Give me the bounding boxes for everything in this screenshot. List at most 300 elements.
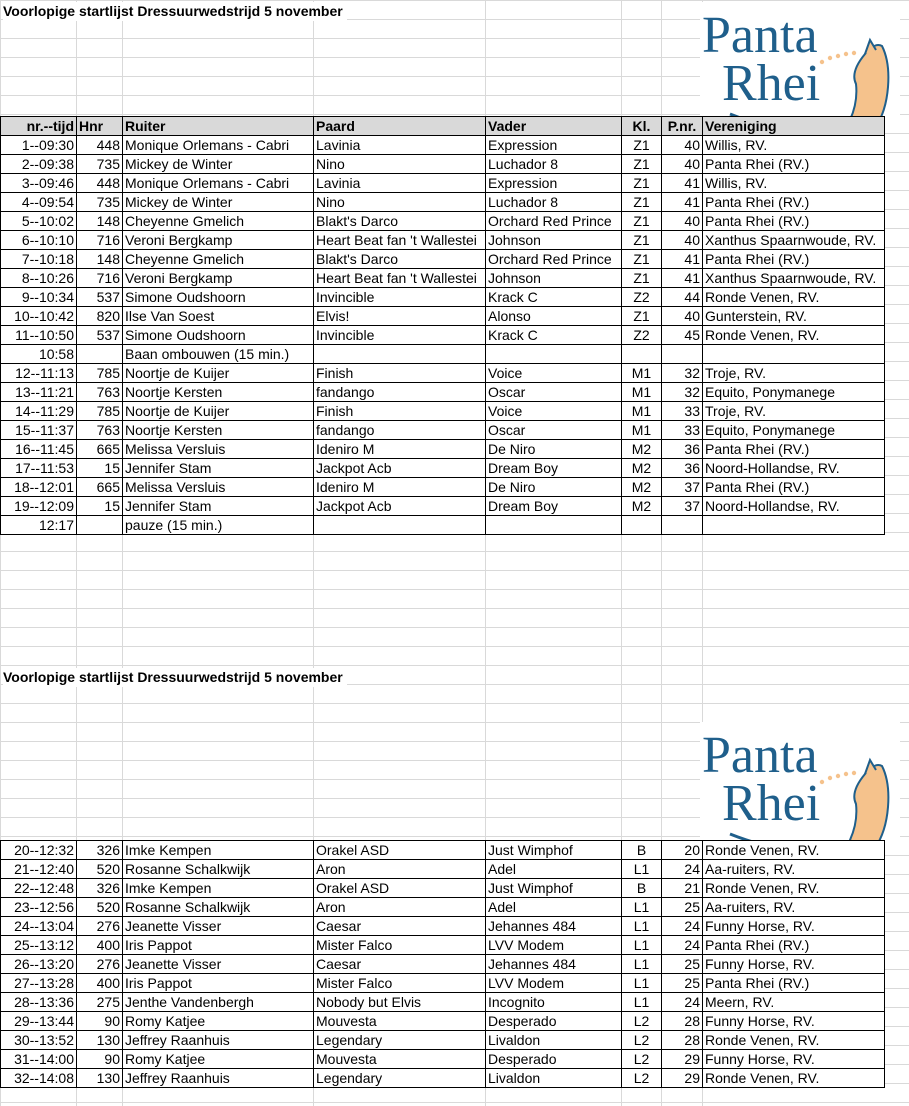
cell-kl: L2 <box>622 1069 662 1088</box>
cell-paard: Orakel ASD <box>314 879 486 898</box>
cell-kl: Z1 <box>622 307 662 326</box>
cell-vereniging: Funny Horse, RV. <box>703 1012 885 1031</box>
cell-vader: Oscar <box>486 383 622 402</box>
cell-hnr: 785 <box>77 402 123 421</box>
cell-hnr: 276 <box>77 917 123 936</box>
cell-paard: Legendary <box>314 1069 486 1088</box>
cell-vereniging: Aa-ruiters, RV. <box>703 860 885 879</box>
table-row <box>1 478 885 497</box>
cell-hnr: 537 <box>77 326 123 345</box>
cell-paard: Finish <box>314 364 486 383</box>
table-row <box>1 459 885 478</box>
table-row <box>1 193 885 212</box>
table-row <box>1 516 885 535</box>
cell-vereniging: Panta Rhei (RV.) <box>703 193 885 212</box>
cell-pnr: 44 <box>662 288 703 307</box>
cell-vereniging: Panta Rhei (RV.) <box>703 155 885 174</box>
cell-nr-tijd: 28--13:36 <box>1 993 77 1012</box>
cell-hnr: 275 <box>77 993 123 1012</box>
table-row <box>1 307 885 326</box>
cell-kl: Z1 <box>622 193 662 212</box>
cell-hnr <box>77 345 123 364</box>
cell-ruiter: Veroni Bergkamp <box>123 269 314 288</box>
column-header-vereniging: Vereniging <box>703 117 885 136</box>
cell-vader: LVV Modem <box>486 936 622 955</box>
cell-ruiter: Jennifer Stam <box>123 497 314 516</box>
cell-vereniging: Funny Horse, RV. <box>703 1050 885 1069</box>
cell-ruiter: Jeanette Visser <box>123 955 314 974</box>
cell-nr-tijd: 11--10:50 <box>1 326 77 345</box>
cell-ruiter: Imke Kempen <box>123 841 314 860</box>
table-row <box>1 155 885 174</box>
cell-pnr: 40 <box>662 231 703 250</box>
cell-kl: Z1 <box>622 155 662 174</box>
cell-vader: Johnson <box>486 231 622 250</box>
cell-ruiter: Simone Oudshoorn <box>123 288 314 307</box>
cell-pnr: 24 <box>662 936 703 955</box>
cell-nr-tijd: 31--14:00 <box>1 1050 77 1069</box>
cell-ruiter: Melissa Versluis <box>123 440 314 459</box>
cell-vereniging: Funny Horse, RV. <box>703 955 885 974</box>
cell-kl: M1 <box>622 402 662 421</box>
cell-pnr: 25 <box>662 898 703 917</box>
table-row <box>1 497 885 516</box>
cell-vader: Livaldon <box>486 1069 622 1088</box>
cell-vereniging: Troje, RV. <box>703 402 885 421</box>
cell-kl: Z2 <box>622 288 662 307</box>
cell-hnr: 90 <box>77 1050 123 1069</box>
cell-nr-tijd: 3--09:46 <box>1 174 77 193</box>
cell-ruiter: Veroni Bergkamp <box>123 231 314 250</box>
cell-pnr: 41 <box>662 174 703 193</box>
cell-paard: Orakel ASD <box>314 841 486 860</box>
logo-text-panta: Panta <box>702 7 818 64</box>
cell-vader: De Niro <box>486 478 622 497</box>
table-row <box>1 1012 885 1031</box>
cell-vereniging <box>703 345 885 364</box>
cell-paard: Blakt's Darco <box>314 250 486 269</box>
cell-paard: Jackpot Acb <box>314 497 486 516</box>
cell-hnr: 763 <box>77 421 123 440</box>
cell-vereniging: Noord-Hollandse, RV. <box>703 497 885 516</box>
cell-vader: Adel <box>486 860 622 879</box>
cell-vereniging: Willis, RV. <box>703 174 885 193</box>
cell-pnr: 24 <box>662 917 703 936</box>
cell-paard: Invincible <box>314 326 486 345</box>
cell-pnr: 29 <box>662 1050 703 1069</box>
cell-pnr: 37 <box>662 497 703 516</box>
cell-pnr: 41 <box>662 250 703 269</box>
panta-rhei-logo-icon <box>700 2 900 132</box>
table-row <box>1 879 885 898</box>
cell-vader: Adel <box>486 898 622 917</box>
cell-nr-tijd: 9--10:34 <box>1 288 77 307</box>
column-header-hnr: Hnr <box>77 117 123 136</box>
cell-nr-tijd: 27--13:28 <box>1 974 77 993</box>
cell-nr-tijd: 13--11:21 <box>1 383 77 402</box>
cell-hnr <box>77 516 123 535</box>
cell-vader: Orchard Red Prince <box>486 250 622 269</box>
cell-ruiter: pauze (15 min.) <box>123 516 314 535</box>
cell-kl: Z1 <box>622 212 662 231</box>
cell-hnr: 326 <box>77 841 123 860</box>
cell-vereniging: Willis, RV. <box>703 136 885 155</box>
cell-ruiter: Romy Katjee <box>123 1050 314 1069</box>
cell-ruiter: Jeffrey Raanhuis <box>123 1069 314 1088</box>
cell-vereniging: Funny Horse, RV. <box>703 917 885 936</box>
cell-ruiter: Noortje de Kuijer <box>123 364 314 383</box>
table-row <box>1 860 885 879</box>
table-row <box>1 383 885 402</box>
startlist-table-1 <box>0 116 885 535</box>
cell-hnr: 130 <box>77 1069 123 1088</box>
cell-vereniging: Ronde Venen, RV. <box>703 288 885 307</box>
table-row <box>1 898 885 917</box>
cell-vader: Expression <box>486 136 622 155</box>
cell-paard: Nino <box>314 193 486 212</box>
table-row <box>1 917 885 936</box>
cell-kl: M1 <box>622 421 662 440</box>
cell-hnr: 665 <box>77 478 123 497</box>
cell-kl: L2 <box>622 1031 662 1050</box>
cell-nr-tijd: 19--12:09 <box>1 497 77 516</box>
cell-nr-tijd: 23--12:56 <box>1 898 77 917</box>
cell-pnr: 40 <box>662 136 703 155</box>
cell-vader: Luchador 8 <box>486 155 622 174</box>
cell-kl <box>622 516 662 535</box>
cell-ruiter: Cheyenne Gmelich <box>123 250 314 269</box>
cell-nr-tijd: 5--10:02 <box>1 212 77 231</box>
table-row <box>1 1031 885 1050</box>
cell-vader: Dream Boy <box>486 459 622 478</box>
table-row <box>1 841 885 860</box>
cell-nr-tijd: 10:58 <box>1 345 77 364</box>
cell-ruiter: Rosanne Schalkwijk <box>123 898 314 917</box>
cell-pnr: 40 <box>662 307 703 326</box>
cell-pnr: 24 <box>662 993 703 1012</box>
cell-ruiter: Imke Kempen <box>123 879 314 898</box>
cell-vereniging: Ronde Venen, RV. <box>703 1031 885 1050</box>
cell-ruiter: Noortje de Kuijer <box>123 402 314 421</box>
cell-ruiter: Monique Orlemans - Cabri <box>123 174 314 193</box>
cell-pnr: 33 <box>662 402 703 421</box>
cell-kl: Z1 <box>622 174 662 193</box>
startlist-table-2 <box>0 840 885 1088</box>
cell-hnr: 400 <box>77 974 123 993</box>
cell-nr-tijd: 7--10:18 <box>1 250 77 269</box>
cell-nr-tijd: 16--11:45 <box>1 440 77 459</box>
cell-vereniging: Ronde Venen, RV. <box>703 1069 885 1088</box>
cell-kl: M2 <box>622 440 662 459</box>
section2-title: Voorlopige startlijst Dressuurwedstrijd 5 november <box>3 668 347 687</box>
cell-hnr: 448 <box>77 136 123 155</box>
cell-pnr: 36 <box>662 459 703 478</box>
cell-vereniging: Panta Rhei (RV.) <box>703 440 885 459</box>
table-row <box>1 955 885 974</box>
cell-vader: Jehannes 484 <box>486 917 622 936</box>
cell-paard: Nobody but Elvis <box>314 993 486 1012</box>
cell-hnr: 90 <box>77 1012 123 1031</box>
cell-nr-tijd: 14--11:29 <box>1 402 77 421</box>
cell-paard: Caesar <box>314 955 486 974</box>
cell-vereniging: Xanthus Spaarnwoude, RV. <box>703 269 885 288</box>
table-row <box>1 1050 885 1069</box>
cell-pnr: 32 <box>662 383 703 402</box>
cell-ruiter: Simone Oudshoorn <box>123 326 314 345</box>
table-row <box>1 345 885 364</box>
cell-ruiter: Noortje Kersten <box>123 383 314 402</box>
table-row <box>1 993 885 1012</box>
cell-pnr: 32 <box>662 364 703 383</box>
cell-pnr: 25 <box>662 974 703 993</box>
cell-hnr: 520 <box>77 860 123 879</box>
cell-pnr: 36 <box>662 440 703 459</box>
cell-vereniging: Ronde Venen, RV. <box>703 326 885 345</box>
cell-vereniging: Equito, Ponymanege <box>703 383 885 402</box>
cell-nr-tijd: 21--12:40 <box>1 860 77 879</box>
column-header-ruiter: Ruiter <box>123 117 314 136</box>
cell-nr-tijd: 12:17 <box>1 516 77 535</box>
cell-paard: Finish <box>314 402 486 421</box>
cell-vader: De Niro <box>486 440 622 459</box>
cell-paard: Elvis! <box>314 307 486 326</box>
cell-ruiter: Cheyenne Gmelich <box>123 212 314 231</box>
cell-kl: L1 <box>622 974 662 993</box>
table-row <box>1 288 885 307</box>
cell-paard: Jackpot Acb <box>314 459 486 478</box>
cell-paard: Ideniro M <box>314 440 486 459</box>
table-row <box>1 174 885 193</box>
cell-vader: Krack C <box>486 288 622 307</box>
cell-vader: Desperado <box>486 1050 622 1069</box>
cell-kl <box>622 345 662 364</box>
cell-ruiter: Iris Pappot <box>123 936 314 955</box>
cell-vader: Jehannes 484 <box>486 955 622 974</box>
cell-paard: Invincible <box>314 288 486 307</box>
cell-paard: Nino <box>314 155 486 174</box>
cell-hnr: 735 <box>77 193 123 212</box>
cell-nr-tijd: 29--13:44 <box>1 1012 77 1031</box>
cell-hnr: 820 <box>77 307 123 326</box>
cell-nr-tijd: 17--11:53 <box>1 459 77 478</box>
table-row <box>1 269 885 288</box>
cell-kl: M1 <box>622 364 662 383</box>
cell-kl: L1 <box>622 860 662 879</box>
cell-nr-tijd: 10--10:42 <box>1 307 77 326</box>
cell-ruiter: Jennifer Stam <box>123 459 314 478</box>
cell-kl: M1 <box>622 383 662 402</box>
cell-nr-tijd: 30--13:52 <box>1 1031 77 1050</box>
cell-kl: Z1 <box>622 136 662 155</box>
cell-pnr: 29 <box>662 1069 703 1088</box>
panta-rhei-logo-icon <box>700 722 900 852</box>
cell-vereniging: Panta Rhei (RV.) <box>703 212 885 231</box>
cell-hnr: 537 <box>77 288 123 307</box>
cell-vader <box>486 345 622 364</box>
table-row <box>1 231 885 250</box>
column-header-vader: Vader <box>486 117 622 136</box>
cell-pnr: 40 <box>662 212 703 231</box>
table-row <box>1 936 885 955</box>
cell-ruiter: Jeffrey Raanhuis <box>123 1031 314 1050</box>
cell-vader: LVV Modem <box>486 974 622 993</box>
cell-paard: Legendary <box>314 1031 486 1050</box>
cell-ruiter: Romy Katjee <box>123 1012 314 1031</box>
cell-kl: L1 <box>622 898 662 917</box>
table-header-row <box>1 117 885 136</box>
cell-pnr: 37 <box>662 478 703 497</box>
cell-pnr: 24 <box>662 860 703 879</box>
cell-ruiter: Noortje Kersten <box>123 421 314 440</box>
cell-kl: Z2 <box>622 326 662 345</box>
cell-nr-tijd: 18--12:01 <box>1 478 77 497</box>
cell-nr-tijd: 24--13:04 <box>1 917 77 936</box>
cell-vereniging: Aa-ruiters, RV. <box>703 898 885 917</box>
cell-nr-tijd: 4--09:54 <box>1 193 77 212</box>
logo-text-rhei: Rhei <box>722 775 821 832</box>
cell-vader: Just Wimphof <box>486 841 622 860</box>
cell-paard <box>314 516 486 535</box>
cell-vereniging: Troje, RV. <box>703 364 885 383</box>
cell-paard: Heart Beat fan 't Wallestei <box>314 231 486 250</box>
cell-pnr: 28 <box>662 1012 703 1031</box>
cell-pnr: 40 <box>662 155 703 174</box>
section1-title: Voorlopige startlijst Dressuurwedstrijd 5 november <box>3 2 347 21</box>
cell-pnr: 20 <box>662 841 703 860</box>
logo-text-rhei: Rhei <box>722 55 821 112</box>
cell-ruiter: Jeanette Visser <box>123 917 314 936</box>
cell-kl: M2 <box>622 497 662 516</box>
cell-ruiter: Monique Orlemans - Cabri <box>123 136 314 155</box>
cell-vader: Oscar <box>486 421 622 440</box>
cell-vereniging: Panta Rhei (RV.) <box>703 974 885 993</box>
cell-nr-tijd: 2--09:38 <box>1 155 77 174</box>
cell-ruiter: Baan ombouwen (15 min.) <box>123 345 314 364</box>
panta-rhei-logo-1 <box>700 2 900 132</box>
cell-pnr: 25 <box>662 955 703 974</box>
cell-vereniging: Equito, Ponymanege <box>703 421 885 440</box>
cell-pnr: 33 <box>662 421 703 440</box>
cell-hnr: 716 <box>77 269 123 288</box>
cell-paard: Lavinia <box>314 136 486 155</box>
cell-vader: Johnson <box>486 269 622 288</box>
cell-kl: L1 <box>622 993 662 1012</box>
column-header-pnr: P.nr. <box>662 117 703 136</box>
cell-ruiter: Ilse Van Soest <box>123 307 314 326</box>
cell-ruiter: Jenthe Vandenbergh <box>123 993 314 1012</box>
cell-kl: B <box>622 841 662 860</box>
cell-vereniging: Panta Rhei (RV.) <box>703 250 885 269</box>
cell-kl: M2 <box>622 459 662 478</box>
cell-vereniging: Panta Rhei (RV.) <box>703 478 885 497</box>
cell-vader: Krack C <box>486 326 622 345</box>
cell-vader: Desperado <box>486 1012 622 1031</box>
cell-hnr: 735 <box>77 155 123 174</box>
cell-nr-tijd: 1--09:30 <box>1 136 77 155</box>
panta-rhei-logo-2 <box>700 722 900 852</box>
cell-kl: B <box>622 879 662 898</box>
cell-vereniging: Ronde Venen, RV. <box>703 879 885 898</box>
cell-vereniging: Ronde Venen, RV. <box>703 841 885 860</box>
cell-hnr: 148 <box>77 250 123 269</box>
cell-ruiter: Melissa Versluis <box>123 478 314 497</box>
cell-vader: Expression <box>486 174 622 193</box>
cell-kl: L1 <box>622 917 662 936</box>
table-row <box>1 974 885 993</box>
table-row <box>1 136 885 155</box>
cell-hnr: 148 <box>77 212 123 231</box>
cell-hnr: 665 <box>77 440 123 459</box>
cell-hnr: 716 <box>77 231 123 250</box>
cell-paard: Lavinia <box>314 174 486 193</box>
table-row <box>1 250 885 269</box>
cell-nr-tijd: 20--12:32 <box>1 841 77 860</box>
cell-hnr: 763 <box>77 383 123 402</box>
cell-vader: Luchador 8 <box>486 193 622 212</box>
cell-hnr: 276 <box>77 955 123 974</box>
cell-nr-tijd: 26--13:20 <box>1 955 77 974</box>
cell-pnr: 41 <box>662 193 703 212</box>
cell-nr-tijd: 8--10:26 <box>1 269 77 288</box>
cell-hnr: 520 <box>77 898 123 917</box>
cell-vereniging: Gunterstein, RV. <box>703 307 885 326</box>
cell-hnr: 400 <box>77 936 123 955</box>
cell-vereniging: Noord-Hollandse, RV. <box>703 459 885 478</box>
cell-kl: Z1 <box>622 250 662 269</box>
cell-vader: Incognito <box>486 993 622 1012</box>
cell-vereniging <box>703 516 885 535</box>
cell-paard: Aron <box>314 898 486 917</box>
cell-kl: L2 <box>622 1012 662 1031</box>
cell-vader: Voice <box>486 364 622 383</box>
table-row <box>1 421 885 440</box>
cell-ruiter: Mickey de Winter <box>123 155 314 174</box>
cell-vader <box>486 516 622 535</box>
cell-paard: fandango <box>314 383 486 402</box>
cell-kl: Z1 <box>622 269 662 288</box>
cell-pnr: 28 <box>662 1031 703 1050</box>
cell-pnr <box>662 345 703 364</box>
cell-vader: Dream Boy <box>486 497 622 516</box>
cell-paard: Mister Falco <box>314 936 486 955</box>
cell-hnr: 130 <box>77 1031 123 1050</box>
cell-vader: Alonso <box>486 307 622 326</box>
cell-nr-tijd: 25--13:12 <box>1 936 77 955</box>
table-row <box>1 402 885 421</box>
cell-vader: Livaldon <box>486 1031 622 1050</box>
cell-paard: Heart Beat fan 't Wallestei <box>314 269 486 288</box>
cell-hnr: 785 <box>77 364 123 383</box>
cell-hnr: 326 <box>77 879 123 898</box>
cell-ruiter: Mickey de Winter <box>123 193 314 212</box>
cell-paard: Blakt's Darco <box>314 212 486 231</box>
cell-paard: Mouvesta <box>314 1012 486 1031</box>
cell-pnr: 45 <box>662 326 703 345</box>
cell-pnr: 21 <box>662 879 703 898</box>
table-row <box>1 212 885 231</box>
logo-text-panta: Panta <box>702 727 818 784</box>
cell-vader: Orchard Red Prince <box>486 212 622 231</box>
cell-vereniging: Meern, RV. <box>703 993 885 1012</box>
cell-hnr: 15 <box>77 459 123 478</box>
cell-kl: L1 <box>622 955 662 974</box>
cell-paard: fandango <box>314 421 486 440</box>
cell-nr-tijd: 12--11:13 <box>1 364 77 383</box>
column-header-kl: Kl. <box>622 117 662 136</box>
cell-nr-tijd: 6--10:10 <box>1 231 77 250</box>
cell-pnr <box>662 516 703 535</box>
cell-nr-tijd: 22--12:48 <box>1 879 77 898</box>
